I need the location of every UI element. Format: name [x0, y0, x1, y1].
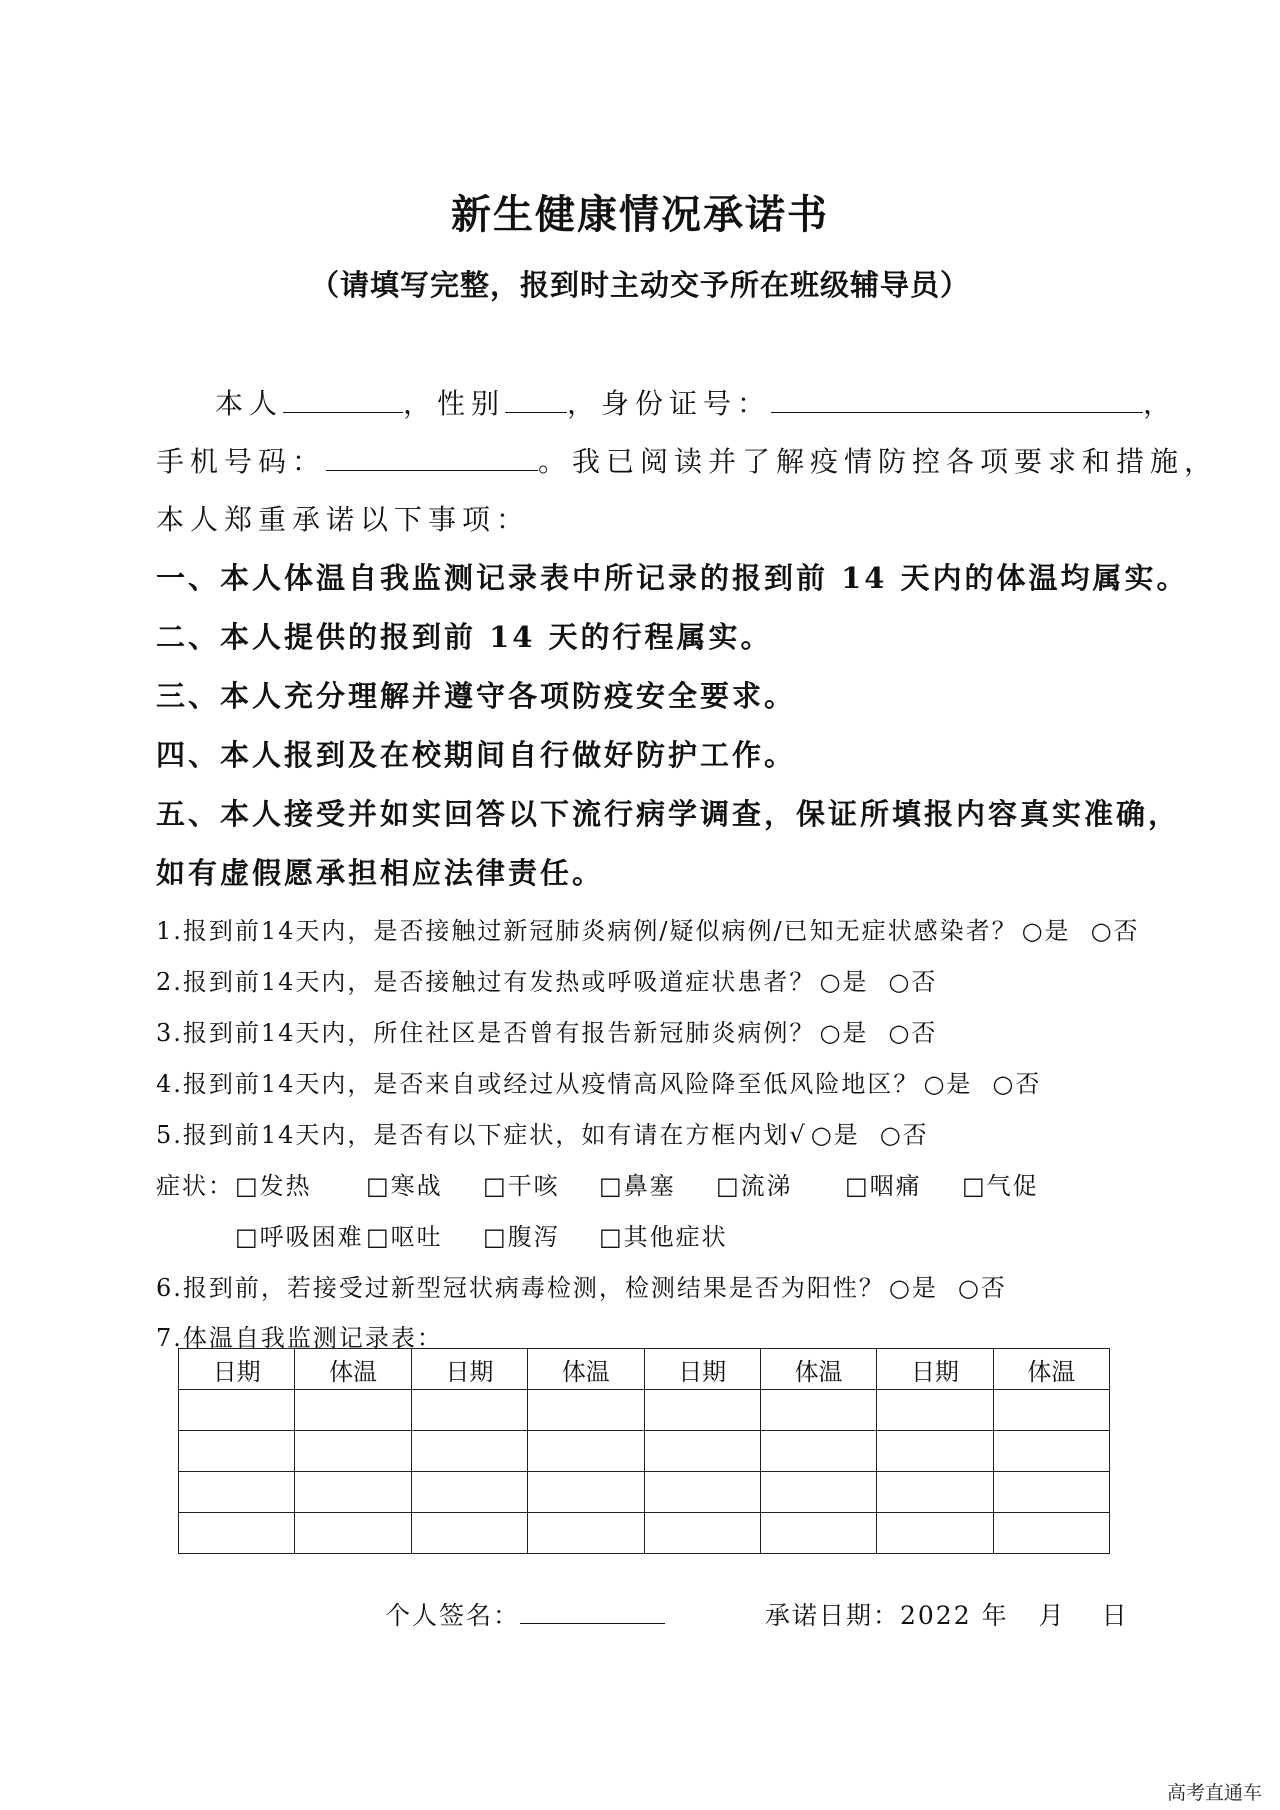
intro-line-1	[215, 382, 1177, 422]
table-cell[interactable]	[179, 1431, 295, 1472]
question-1-text: 1.报到前14天内，是否接触过新冠肺炎病例/疑似病例/已知无症状感染者？	[156, 917, 1018, 945]
q1-yes-radio[interactable]: ○是	[1021, 917, 1071, 945]
table-cell[interactable]	[411, 1513, 527, 1554]
signature-label: 个人签名：	[385, 1601, 521, 1630]
item-5: 五、本人接受并如实回答以下流行病学调查，保证所填报内容真实准确，	[156, 797, 1181, 831]
symptom-diarrhea-checkbox[interactable]: □腹泻	[483, 1223, 560, 1251]
table-cell[interactable]	[877, 1390, 993, 1431]
page-subtitle: （请填写完整，报到时主动交予所在班级辅导员）	[309, 268, 970, 302]
q3-yes-radio[interactable]: ○是	[819, 1019, 869, 1047]
phone-blank[interactable]	[326, 442, 538, 471]
table-cell[interactable]	[528, 1472, 644, 1513]
q5-no-radio[interactable]: ○否	[879, 1121, 929, 1149]
question-4-text: 4.报到前14天内，是否来自或经过从疫情高风险降至低风险地区？	[156, 1070, 920, 1098]
table-cell[interactable]	[295, 1472, 411, 1513]
question-5	[156, 1115, 929, 1150]
header-date: 日期	[179, 1349, 295, 1390]
symptom-short-breath-checkbox[interactable]: □气促	[962, 1172, 1039, 1200]
symptom-vomit-checkbox[interactable]: □呕吐	[366, 1223, 443, 1251]
id-comma: ，	[1143, 387, 1178, 420]
symptom-chills-checkbox[interactable]: □寒战	[366, 1172, 443, 1200]
id-number-blank[interactable]	[771, 384, 1143, 413]
symptom-fever-checkbox[interactable]: □发热	[235, 1172, 312, 1200]
table-cell[interactable]	[760, 1431, 876, 1472]
table-row	[179, 1431, 1110, 1472]
id-label: ，身份证号：	[567, 387, 772, 420]
q6-no-radio[interactable]: ○否	[957, 1274, 1007, 1302]
page-title: 新生健康情况承诺书	[451, 191, 829, 238]
table-cell[interactable]	[528, 1513, 644, 1554]
question-3	[156, 1013, 937, 1048]
table-cell[interactable]	[295, 1431, 411, 1472]
watermark-text: 高考直通车	[1166, 1782, 1262, 1804]
table-cell[interactable]	[644, 1431, 760, 1472]
table-cell[interactable]	[528, 1390, 644, 1431]
table-cell[interactable]	[179, 1390, 295, 1431]
item-3: 三、本人充分理解并遵守各项防疫安全要求。	[156, 679, 797, 713]
question-3-text: 3.报到前14天内，所住社区是否曾有报告新冠肺炎病例？	[156, 1019, 816, 1047]
table-row	[179, 1513, 1110, 1554]
question-6	[156, 1268, 1007, 1303]
phone-tail: 。我已阅读并了解疫情防控各项要求和措施，	[538, 445, 1219, 478]
table-cell[interactable]	[760, 1472, 876, 1513]
item-1: 一、本人体温自我监测记录表中所记录的报到前 14 天内的体温均属实。	[156, 561, 1189, 595]
symptom-other-checkbox[interactable]: □其他症状	[599, 1223, 728, 1251]
table-cell[interactable]	[411, 1472, 527, 1513]
table-cell[interactable]	[993, 1513, 1109, 1554]
promise-line: 本人郑重承诺以下事项：	[156, 503, 531, 536]
table-cell[interactable]	[877, 1472, 993, 1513]
gender-label: ，性别	[403, 387, 506, 420]
header-temperature: 体温	[760, 1349, 876, 1390]
table-cell[interactable]	[179, 1472, 295, 1513]
table-cell[interactable]	[411, 1431, 527, 1472]
question-2-text: 2.报到前14天内，是否接触过有发热或呼吸道症状患者？	[156, 968, 816, 996]
table-cell[interactable]	[760, 1513, 876, 1554]
symptom-runny-nose-checkbox[interactable]: □流涕	[716, 1172, 793, 1200]
intro-line-2	[156, 440, 1218, 480]
phone-label: 手机号码：	[156, 445, 327, 478]
item-4: 四、本人报到及在校期间自行做好防护工作。	[156, 738, 797, 772]
temperature-record-table	[178, 1348, 1110, 1554]
header-temperature: 体温	[528, 1349, 644, 1390]
q3-no-radio[interactable]: ○否	[888, 1019, 938, 1047]
question-4	[156, 1064, 1041, 1099]
date-label: 承诺日期：2022 年	[765, 1601, 1009, 1630]
table-cell[interactable]	[295, 1390, 411, 1431]
table-row	[179, 1390, 1110, 1431]
name-blank[interactable]	[283, 384, 403, 413]
question-7: 7.体温自我监测记录表：	[156, 1324, 443, 1352]
q2-no-radio[interactable]: ○否	[888, 968, 938, 996]
header-temperature: 体温	[993, 1349, 1109, 1390]
q6-yes-radio[interactable]: ○是	[888, 1274, 938, 1302]
question-5-text: 5.报到前14天内，是否有以下症状，如有请在方框内划√	[156, 1121, 807, 1149]
table-cell[interactable]	[528, 1431, 644, 1472]
table-cell[interactable]	[993, 1431, 1109, 1472]
symptom-dyspnea-checkbox[interactable]: □呼吸困难	[235, 1223, 364, 1251]
header-date: 日期	[877, 1349, 993, 1390]
q1-no-radio[interactable]: ○否	[1090, 917, 1140, 945]
q4-yes-radio[interactable]: ○是	[923, 1070, 973, 1098]
table-header-row	[179, 1349, 1110, 1390]
table-cell[interactable]	[877, 1431, 993, 1472]
gender-blank[interactable]	[505, 384, 567, 413]
table-cell[interactable]	[179, 1513, 295, 1554]
symptom-sore-throat-checkbox[interactable]: □咽痛	[845, 1172, 922, 1200]
q2-yes-radio[interactable]: ○是	[819, 968, 869, 996]
q5-yes-radio[interactable]: ○是	[810, 1121, 860, 1149]
table-cell[interactable]	[295, 1513, 411, 1554]
item-2: 二、本人提供的报到前 14 天的行程属实。	[156, 620, 773, 654]
signature-line	[385, 1596, 665, 1632]
table-cell[interactable]	[644, 1390, 760, 1431]
table-cell[interactable]	[993, 1472, 1109, 1513]
table-row	[179, 1472, 1110, 1513]
table-cell[interactable]	[877, 1513, 993, 1554]
symptoms-label: 症状：	[156, 1172, 234, 1200]
question-1	[156, 911, 1140, 946]
table-cell[interactable]	[760, 1390, 876, 1431]
q4-no-radio[interactable]: ○否	[992, 1070, 1042, 1098]
promise-date	[765, 1596, 1129, 1632]
symptom-nasal-congestion-checkbox[interactable]: □鼻塞	[599, 1172, 676, 1200]
day-label: 日	[1101, 1601, 1129, 1630]
header-date: 日期	[644, 1349, 760, 1390]
question-6-text: 6.报到前，若接受过新型冠状病毒检测，检测结果是否为阳性？	[156, 1274, 885, 1302]
name-label: 本人	[215, 387, 284, 420]
signature-blank[interactable]	[520, 1597, 665, 1624]
header-temperature: 体温	[295, 1349, 411, 1390]
header-date: 日期	[411, 1349, 527, 1390]
symptom-dry-cough-checkbox[interactable]: □干咳	[483, 1172, 560, 1200]
month-label: 月	[1038, 1601, 1066, 1630]
table-cell[interactable]	[411, 1390, 527, 1431]
table-cell[interactable]	[993, 1390, 1109, 1431]
table-cell[interactable]	[644, 1472, 760, 1513]
table-cell[interactable]	[644, 1513, 760, 1554]
question-2	[156, 962, 937, 997]
item-5-cont: 如有虚假愿承担相应法律责任。	[156, 856, 605, 890]
